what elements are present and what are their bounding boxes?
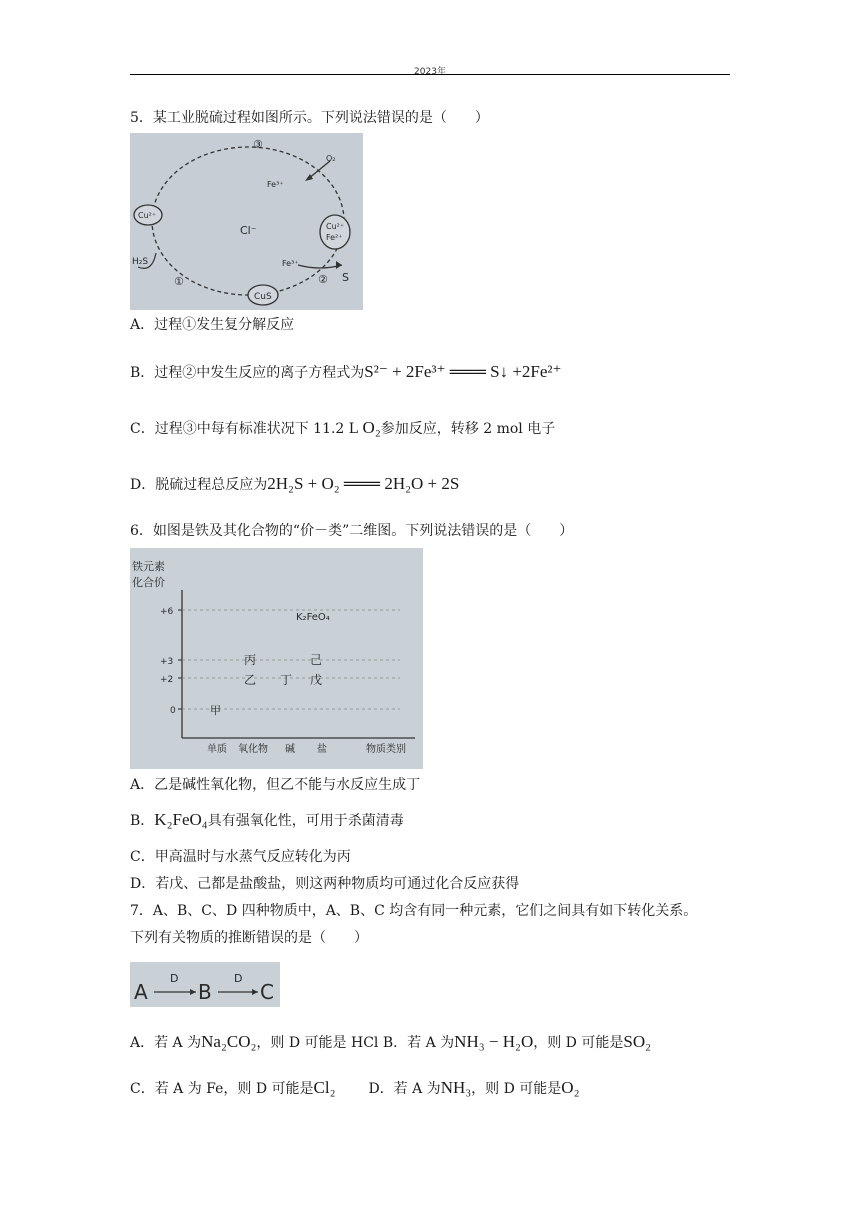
q5-stem: 5．某工业脱硫过程如图所示。下列说法错误的是（ ） — [130, 110, 489, 126]
q5-fig-cu2-left: Cu²⁺ — [138, 211, 157, 220]
q5-fig-cus: CuS — [254, 292, 272, 302]
q5-option-d-equation: 2H₂S + O₂ ═══ 2H₂O + 2S — [267, 474, 460, 493]
q5-option-c-text2: 参加反应，转移 2 mol 电子 — [380, 421, 556, 437]
q6-option-a: A．乙是碱性氧化物，但乙不能与水反应生成丁 — [130, 777, 421, 793]
q7-fig-d2: D — [234, 972, 243, 985]
page-header: 2023年 — [414, 67, 446, 77]
q6-option-b — [130, 810, 404, 831]
q6-chart-xtick: 碱 — [285, 744, 295, 755]
q7-options-ab — [130, 1032, 651, 1053]
q7-fig-d1: D — [170, 972, 179, 985]
q7-fig-b: B — [198, 980, 212, 1004]
q5-fig-o2: O₂ — [326, 154, 336, 163]
q7-option-b-text2: ，则 D 可能是 — [533, 1035, 624, 1051]
q7-option-d-text2: ，则 D 可能是 — [471, 1081, 562, 1097]
q5-option-b-equation: S²⁻ + 2Fe³⁺ ═══ S↓ +2Fe²⁺ — [364, 362, 562, 381]
q7-transformation-figure — [130, 962, 280, 1007]
q5-option-d-text: D．脱硫过程总反应为 — [130, 477, 268, 493]
q6-chart-ytick: 0 — [170, 706, 176, 716]
header-rule — [130, 74, 730, 75]
q7-option-a-text1: A．若 A 为 — [130, 1035, 202, 1051]
q6-option-c: C．甲高温时与水蒸气反应转化为丙 — [130, 849, 351, 865]
q6-chart-xtick: 盐 — [317, 744, 327, 755]
q7-options-cd — [130, 1078, 580, 1099]
q6-chart-jia: 甲 — [210, 704, 221, 717]
q5-fig-label-2: ② — [318, 273, 328, 286]
q6-chart-ytick: +6 — [160, 607, 174, 617]
q6-chart-xlabel: 物质类别 — [366, 744, 406, 755]
q6-valence-class-chart — [130, 548, 423, 769]
q5-fig-label-3: ③ — [253, 138, 263, 151]
q6-chart-ylabel2: 化合价 — [132, 576, 165, 589]
q6-option-b-equation: K₂FeO₄ — [154, 810, 208, 829]
q5-option-b — [130, 362, 561, 383]
q7-option-b-eq1: NH₃ − H₂O — [454, 1032, 534, 1051]
q6-chart-xtick: 氧化物 — [238, 744, 268, 755]
q6-chart-yi: 乙 — [244, 673, 257, 687]
q7-stem-line2: 下列有关物质的推断错误的是（ ） — [130, 930, 368, 946]
q6-option-d: D．若戊、己都是盐酸盐，则这两种物质均可通过化合反应获得 — [130, 876, 520, 892]
q5-option-b-text: B．过程②中发生反应的离子方程式为 — [130, 365, 365, 381]
q6-option-b-text: 具有强氧化性，可用于杀菌清毒 — [207, 813, 404, 829]
q5-fig-label-1: ① — [174, 275, 184, 288]
q7-option-a-eq: Na₂CO₂ — [201, 1032, 257, 1051]
q6-chart-ytick: +2 — [160, 675, 174, 685]
q6-stem: 6．如图是铁及其化合物的“价－类”二维图。下列说法错误的是（ ） — [130, 523, 574, 539]
q5-fig-h2s: H₂S — [132, 257, 149, 267]
q7-option-b-eq2: SO₂ — [623, 1032, 652, 1051]
q7-option-c-eq: Cl₂ — [313, 1078, 336, 1097]
q7-option-c-text1: C．若 A 为 Fe，则 D 可能是 — [130, 1081, 314, 1097]
q7-fig-a: A — [134, 980, 148, 1004]
q7-fig-c: C — [260, 980, 274, 1004]
q5-fig-fe3-top: Fe³⁺ — [267, 180, 284, 189]
q6-chart-ytick: +3 — [160, 657, 174, 667]
q6-chart-ylabel1: 铁元素 — [132, 560, 165, 573]
q6-chart-ding: 丁 — [280, 673, 293, 687]
q6-chart-k2feo4: K₂FeO₄ — [296, 612, 330, 623]
q5-desulfurization-figure — [130, 133, 363, 310]
q5-option-d — [130, 474, 459, 495]
q7-option-a-text2: ，则 D 可能是 HCl — [256, 1035, 379, 1051]
q5-option-c-text1: C．过程③中每有标准状况下 11.2 L — [130, 421, 359, 437]
q5-fig-cl: Cl⁻ — [240, 224, 257, 237]
q5-option-c-equation: O₂ — [362, 418, 381, 437]
q6-chart-xtick: 单质 — [207, 744, 227, 755]
q5-option-a: A．过程①发生复分解反应 — [130, 317, 295, 333]
q5-fig-fe3-bottom: Fe³⁺ — [282, 259, 299, 268]
q5-fig-s: S — [342, 271, 349, 284]
q7-stem-line1: 7．A、B、C、D 四种物质中，A、B、C 均含有同一种元素，它们之间具有如下转化关系。 — [130, 903, 698, 919]
q6-option-b-prefix: B． — [130, 813, 155, 829]
q7-option-d-eq2: O₂ — [561, 1078, 580, 1097]
q5-option-c — [130, 418, 555, 439]
q5-fig-fe2-right: Fe²⁺ — [326, 233, 343, 242]
q7-option-d-eq1: NH₃ — [440, 1078, 472, 1097]
q7-option-d-text1: D．若 A 为 — [368, 1081, 441, 1097]
q7-option-b-text1: B．若 A 为 — [382, 1035, 455, 1051]
q6-chart-wu: 戊 — [310, 673, 323, 687]
q5-fig-cu2-right: Cu²⁺ — [326, 222, 345, 231]
q6-chart-ji: 己 — [310, 653, 323, 667]
q6-chart-bing: 丙 — [244, 653, 257, 667]
